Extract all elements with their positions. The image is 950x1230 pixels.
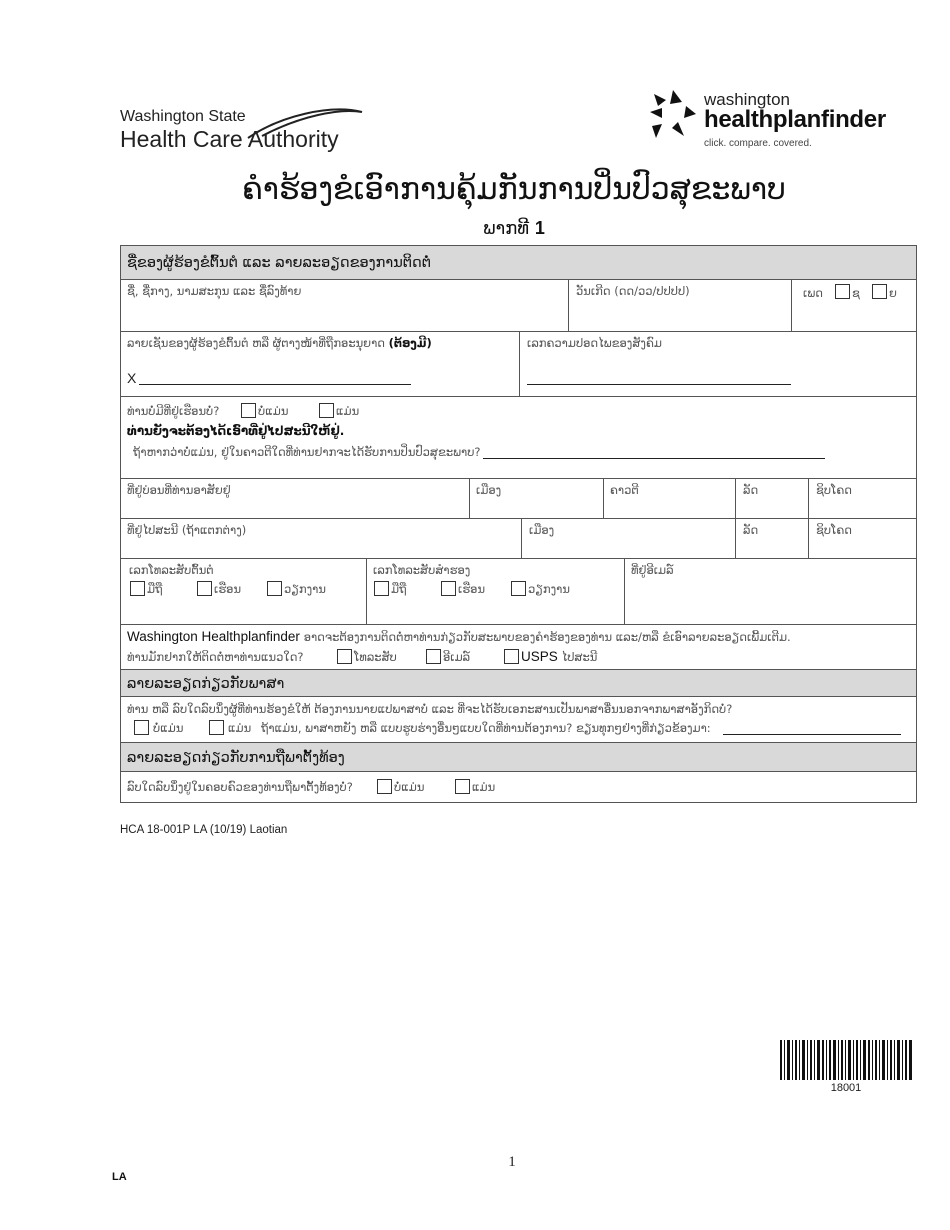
contact-email-label: ອີເມລ໌ bbox=[443, 650, 471, 664]
home-state-label: ລັດ bbox=[743, 483, 759, 497]
part-label: ພາກທີ bbox=[483, 218, 530, 239]
home-city-label: ເມືອງ bbox=[476, 483, 502, 497]
primary-work-checkbox[interactable] bbox=[267, 581, 282, 596]
contact-notice-brand: Washington Healthplanfinder bbox=[127, 629, 300, 644]
homeless-no-label: ບໍ່ແມ່ນ bbox=[258, 404, 289, 418]
contact-phone-label: ໂທລະສັບ bbox=[354, 650, 397, 664]
ssn-label: ເລກຄວາມປອດໄພຂອງສັງຄົມ bbox=[527, 336, 662, 350]
mailing-zip-label: ຊິບໂຄດ bbox=[816, 523, 852, 537]
language-no-label: ບໍ່ແມ່ນ bbox=[153, 721, 184, 735]
signature-required: (ຕ້ອງມີ) bbox=[388, 336, 432, 350]
language-code: LA bbox=[112, 1171, 127, 1183]
hca-logo-line1: Washington State bbox=[120, 108, 246, 125]
contact-pref-question: ທ່ານມັກຢາກໃຫ້ຕິດຕໍ່ຫາທ່ານແນວໃດ? bbox=[127, 650, 304, 664]
contact-phone-checkbox[interactable] bbox=[337, 649, 352, 664]
hca-logo-line2: Health Care Authority bbox=[120, 126, 339, 152]
mailing-city-label: ເມືອງ bbox=[529, 523, 555, 537]
sex-male-label: ຊ bbox=[852, 286, 860, 300]
pregnancy-question: ລົບໃດລົບນຶ່ງຢູ່ໃນຄອບຄົວຂອງທ່ານຖືພາຕັ້ງທ້ອງບໍ່? bbox=[127, 780, 353, 794]
part-number: 1 bbox=[534, 218, 545, 238]
secondary-mobile-checkbox[interactable] bbox=[374, 581, 389, 596]
divider bbox=[521, 518, 522, 558]
section-language-header: ລາຍລະອຽດກ່ຽວກັບພາສາ bbox=[121, 669, 916, 697]
application-form bbox=[120, 245, 917, 803]
secondary-phone-label: ເລກໂທລະສັບສຳຮອງ bbox=[373, 563, 471, 577]
pregnancy-yes-checkbox[interactable] bbox=[455, 779, 470, 794]
sex-label: ເພດ bbox=[803, 286, 823, 300]
signature-label bbox=[127, 336, 432, 350]
divider bbox=[121, 558, 916, 559]
language-followup: ຖ້າແມ່ນ, ພາສາຫຍັງ ຫລື ແບບຮູບຮ່າງອື່ນໆແບບໃດທີ່ທ່ານຕ້ອງການ? ຂຽນທຸກໆຢ່າງທີ່ກ່ຽວຂ້ອງມາ: bbox=[261, 721, 711, 735]
primary-mobile-checkbox[interactable] bbox=[130, 581, 145, 596]
secondary-work-label: ວຽກງານ bbox=[528, 582, 570, 596]
signature-label-text: ລາຍເຊັນຂອງຜູ້ຮ້ອງຂໍຕົ້ນຕໍ ຫລື ຜູ້ຕາງໜ້າທີ່ຖືກອະນຸຍາດ bbox=[127, 336, 385, 350]
sex-female-label: ຍ bbox=[889, 286, 897, 300]
contact-notice bbox=[127, 629, 791, 644]
sex-male-checkbox[interactable] bbox=[835, 284, 850, 299]
language-question: ທ່ານ ຫລື ລົບໃດລົບນຶ່ງຜູ້ທີ່ທ່ານຮ້ອງຂໍໃຫ້ ຕ້ອງການນາຍແປພາສາບໍ່ ແລະ ທີ່ຈະໄດ້ຮັບເອກະສານເປັນພາສາອື່ນນອກຈາກພາສາອັງກິດບໍ່? bbox=[127, 702, 733, 716]
signature-line[interactable] bbox=[139, 384, 411, 385]
mailing-state-label: ລັດ bbox=[743, 523, 759, 537]
contact-notice-text: ອາດຈະຕ້ອງການຕິດຕໍ່ຫາທ່ານກ່ຽວກັບສະພາບຂອງຄຳຮ້ອງຂອງທ່ານ ແລະ/ຫລື ຂໍເອົາລາຍລະອຽດເພີ້ມເຕີມ. bbox=[303, 630, 791, 644]
pregnancy-no-label: ບໍ່ແມ່ນ bbox=[394, 780, 425, 794]
contact-usps-checkbox[interactable] bbox=[504, 649, 519, 664]
contact-usps-label bbox=[521, 649, 597, 664]
contact-usps-lao: ໄປສະນີ bbox=[561, 650, 598, 664]
divider bbox=[366, 558, 367, 624]
primary-mobile-label: ມືຖື bbox=[147, 582, 163, 596]
signature-x: X bbox=[127, 370, 137, 386]
home-zip-label: ຊິບໂຄດ bbox=[816, 483, 852, 497]
divider bbox=[121, 396, 916, 397]
primary-home-checkbox[interactable] bbox=[197, 581, 212, 596]
hpf-tagline: click. compare. covered. bbox=[704, 138, 812, 149]
hpf-logo-line2: healthplanfinder bbox=[704, 106, 886, 133]
secondary-home-checkbox[interactable] bbox=[441, 581, 456, 596]
ssn-line[interactable] bbox=[527, 384, 791, 385]
contact-email-checkbox[interactable] bbox=[426, 649, 441, 664]
divider bbox=[121, 518, 916, 519]
email-label: ທີ່ຢູ່ອີເມລ໌ bbox=[631, 563, 674, 577]
hpf-logo-line1: washington bbox=[704, 90, 791, 109]
homeless-followup: ຖ້າຫາກວ່າບໍ່ແມ່ນ, ຢູ່ໃນຄາວຕີໃດທີ່ທ່ານຢາກຈະໄດ້ຮັບການປິ່ນປົວສຸຂະພາບ? bbox=[133, 445, 481, 459]
divider bbox=[624, 558, 625, 624]
divider bbox=[519, 331, 520, 396]
section-applicant-header: ຊື່ຂອງຜູ້ຮ້ອງຂໍຕົ້ນຕໍ ແລະ ລາຍລະອຽດຂອງການຕິດຕໍ່ bbox=[121, 246, 916, 280]
star-burst-icon bbox=[648, 88, 698, 140]
form-code: HCA 18-001P LA (10/19) Laotian bbox=[120, 824, 288, 836]
divider bbox=[121, 478, 916, 479]
primary-phone-label: ເລກໂທລະສັບຕົ້ນຕໍ bbox=[129, 563, 214, 577]
barcode-icon bbox=[780, 1040, 912, 1080]
language-yes-label: ແມ່ນ bbox=[228, 721, 252, 735]
home-address-label: ທີ່ຢູ່ບ່ອນທີ່ທ່ານອາສັຍຢູ່ bbox=[127, 483, 231, 497]
homeless-county-line[interactable] bbox=[483, 458, 825, 459]
section-pregnancy-header: ລາຍລະອຽດກ່ຽວກັບການຖືພາຕັ້ງທ້ອງ bbox=[121, 742, 916, 772]
primary-work-label: ວຽກງານ bbox=[284, 582, 326, 596]
page-number: 1 bbox=[508, 1154, 516, 1170]
homeless-no-checkbox[interactable] bbox=[241, 403, 256, 418]
page-title: ຄຳຮ້ອງຂໍເອົາການຄຸ້ມກັນການປິ່ນປົວສຸຂະພາບ bbox=[242, 172, 786, 207]
hca-logo bbox=[120, 108, 370, 156]
divider bbox=[568, 280, 569, 331]
divider bbox=[121, 624, 916, 625]
secondary-mobile-label: ມືຖື bbox=[391, 582, 407, 596]
name-label: ຊື່, ຊື່ກາງ, ນາມສະກຸນ ແລະ ຊື່ລົງທ້າຍ bbox=[127, 284, 302, 298]
hca-swoosh-icon bbox=[240, 106, 365, 140]
divider bbox=[791, 280, 792, 331]
home-county-label: ຄາວຕີ bbox=[610, 483, 639, 497]
sex-female-checkbox[interactable] bbox=[872, 284, 887, 299]
mailing-address-label: ທີ່ຢູ່ໄປສະນີ (ຖ້າແຕກຕ່າງ) bbox=[127, 523, 247, 537]
language-yes-checkbox[interactable] bbox=[209, 720, 224, 735]
homeless-question: ທ່ານບໍ່ມີທີ່ຢູ່ເຮືອນບໍ່? bbox=[127, 404, 220, 418]
divider bbox=[469, 478, 470, 518]
pregnancy-no-checkbox[interactable] bbox=[377, 779, 392, 794]
pregnancy-yes-label: ແມ່ນ bbox=[472, 780, 496, 794]
primary-home-label: ເຮືອນ bbox=[214, 582, 242, 596]
language-answer-line[interactable] bbox=[723, 734, 901, 735]
homeless-yes-checkbox[interactable] bbox=[319, 403, 334, 418]
part-heading bbox=[0, 218, 950, 239]
contact-usps-en: USPS bbox=[521, 649, 558, 664]
dob-label: ວັນເກີດ (ດດ/ວວ/ປປປປ) bbox=[576, 284, 690, 298]
language-no-checkbox[interactable] bbox=[134, 720, 149, 735]
mailing-required-note: ທ່ານຍັງຈະຕ້ອງໄດ້ເອົາທີ່ຢູ່ໄປສະນີໃຫ້ຢູ່. bbox=[127, 424, 345, 438]
divider bbox=[603, 478, 604, 518]
barcode-number: 18001 bbox=[830, 1082, 862, 1094]
healthplanfinder-logo bbox=[648, 88, 908, 154]
homeless-yes-label: ແມ່ນ bbox=[336, 404, 360, 418]
secondary-work-checkbox[interactable] bbox=[511, 581, 526, 596]
secondary-home-label: ເຮືອນ bbox=[458, 582, 486, 596]
